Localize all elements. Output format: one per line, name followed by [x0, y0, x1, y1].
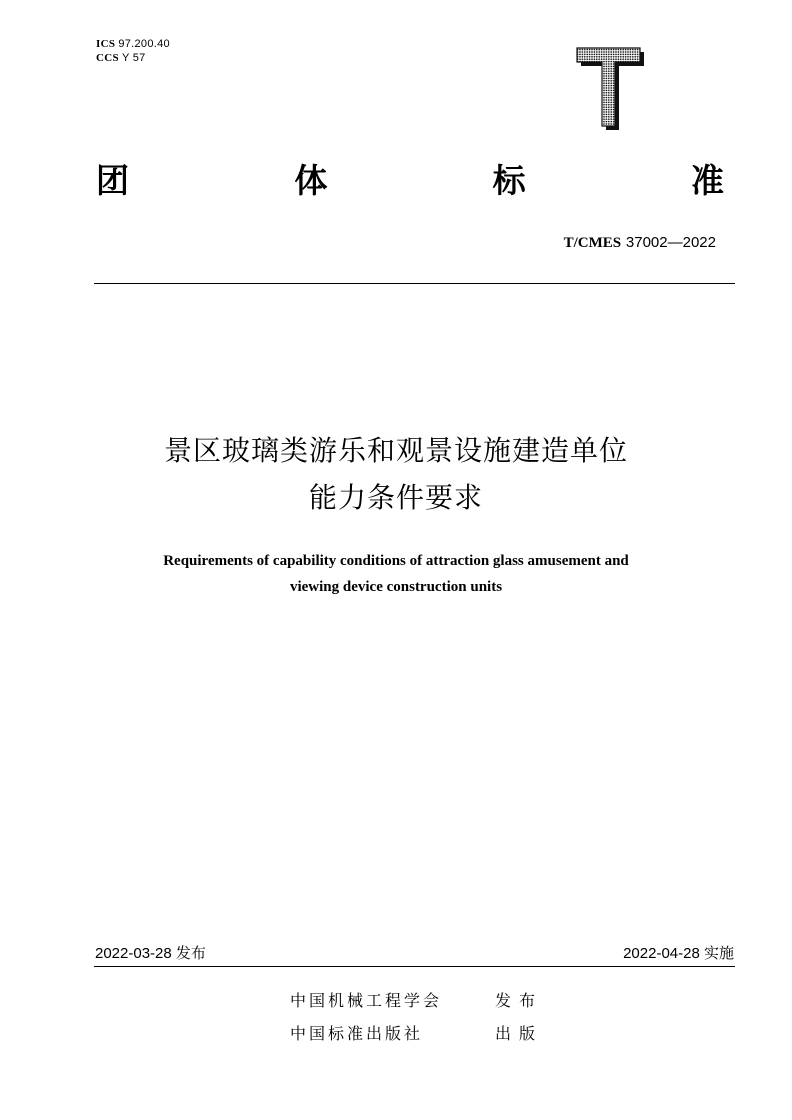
- title-english-line1: Requirements of capability conditions of attraction glass amusement and: [163, 553, 629, 569]
- implementation-date-suffix: 实施: [703, 944, 734, 962]
- issue-date: [95, 943, 206, 964]
- standard-type-heading: [96, 160, 724, 202]
- header-divider: [94, 283, 735, 284]
- publisher-issuer: [290, 990, 543, 1012]
- publisher-role: 出版: [495, 1024, 544, 1043]
- standard-number-prefix: T/CMES: [563, 235, 622, 251]
- ics-label: ICS: [96, 38, 116, 50]
- standard-number-code: 37002—2022: [625, 234, 716, 251]
- ccs-number: Y 57: [121, 52, 146, 64]
- publisher-org: 中国标准出版社: [290, 1024, 424, 1043]
- publisher-role: 发布: [495, 991, 544, 1010]
- publisher-press: [290, 1023, 543, 1045]
- issue-date-suffix: 发布: [175, 944, 206, 962]
- publisher-org: 中国机械工程学会: [290, 991, 443, 1010]
- ccs-label: CCS: [96, 52, 119, 64]
- ics-code: [96, 38, 170, 51]
- title-chinese-line2: 能力条件要求: [308, 481, 483, 514]
- title-chinese-line1: 景区玻璃类游乐和观景设施建造单位: [163, 434, 628, 467]
- implementation-date: [623, 943, 734, 964]
- standard-type-char: 标: [492, 161, 526, 200]
- footer-divider: [94, 966, 735, 967]
- title-english-line2: viewing device construction units: [289, 579, 503, 595]
- standard-type-char: 团: [96, 161, 129, 200]
- ics-number: 97.200.40: [118, 38, 170, 50]
- standard-type-char: 准: [690, 161, 724, 200]
- standard-number: [564, 232, 716, 253]
- t-logo-icon: [574, 46, 644, 130]
- standard-type-char: 体: [294, 161, 328, 200]
- implementation-date-value: 2022-04-28: [623, 945, 700, 962]
- logo-letter: T: [574, 46, 575, 47]
- ccs-code: [96, 52, 146, 65]
- issue-date-value: 2022-03-28: [95, 945, 172, 962]
